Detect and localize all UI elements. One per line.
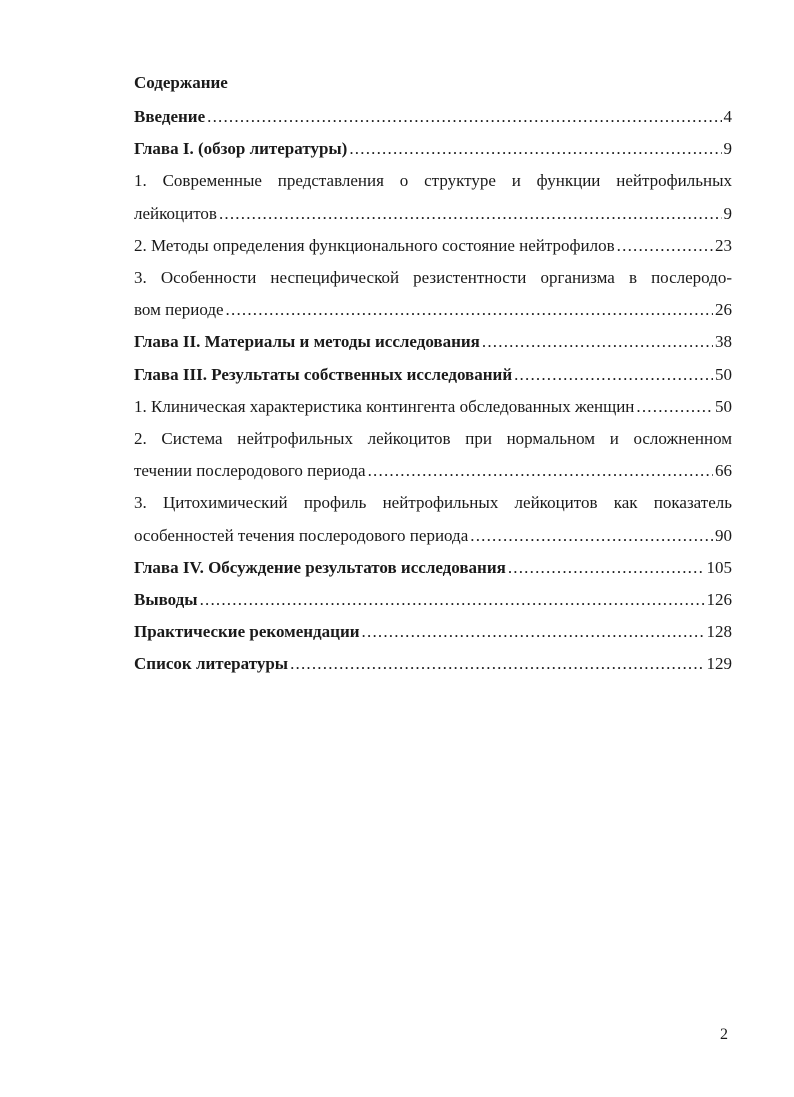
toc-entry-references (134, 648, 732, 680)
dot-leader (362, 622, 705, 642)
toc-entry-3-2-line1: 2. Система нейтрофильных лейкоцитов при нормальном и осложненном (134, 428, 732, 448)
dot-leader (636, 397, 713, 417)
dot-leader (482, 332, 713, 352)
toc-entry-text: Выводы (134, 589, 198, 609)
dot-leader (226, 300, 713, 320)
dot-leader (290, 654, 704, 674)
toc-entry-text: Практические рекомендации (134, 622, 360, 642)
toc-entry-chapter-2 (134, 326, 732, 358)
toc-entry-text: Глава III. Результаты собственных исследований (134, 364, 513, 384)
dot-leader (617, 236, 713, 256)
toc-entry-3-2 (134, 455, 732, 487)
dot-leader (219, 204, 722, 224)
toc-title: Содержание (134, 73, 228, 92)
dot-leader (470, 526, 713, 546)
toc-entry-page: 50 (715, 396, 732, 416)
toc-entry-1-2 (134, 230, 732, 262)
toc-entry-text: течении послеродового периода (134, 461, 366, 481)
dot-leader (514, 365, 713, 385)
toc-entry-1-3-line1: 3. Особенности неспецифической резистентности организма в послеродо- (134, 267, 732, 287)
toc-entry-page: 9 (723, 203, 732, 223)
toc-entry-page: 128 (706, 622, 732, 642)
toc-entry-page: 26 (715, 300, 732, 320)
toc-entry-1-1 (134, 198, 732, 230)
toc-entry-page: 38 (715, 332, 732, 352)
toc-entry-page: 66 (715, 461, 732, 481)
dot-leader (207, 107, 721, 127)
toc-entry-page: 105 (706, 557, 732, 577)
toc-entry-page: 90 (715, 525, 732, 545)
toc-entry-conclusions (134, 584, 732, 616)
toc-entry-page: 126 (706, 589, 732, 609)
toc-entry-text: Глава I. (обзор литературы) (134, 139, 348, 159)
page-number: 2 (720, 1026, 728, 1043)
toc-entry-page: 4 (723, 107, 732, 127)
toc-entry-1-1-line1: 1. Современные представления о структуре и функции нейтрофильных (134, 171, 732, 191)
toc-entry-page: 129 (706, 654, 732, 674)
toc-entry-3-3 (134, 519, 732, 551)
table-of-contents (134, 101, 732, 680)
toc-entry-text: Введение (134, 107, 206, 127)
toc-entry-3-1 (134, 391, 732, 423)
toc-entry-text: 1. Клиническая характеристика контингента обследованных женщин (134, 396, 635, 416)
toc-entry-chapter-4 (134, 552, 732, 584)
dot-leader (200, 590, 705, 610)
toc-entry-chapter-1 (134, 133, 732, 165)
toc-entry-introduction (134, 101, 732, 133)
toc-entry-page: 9 (723, 139, 732, 159)
toc-entry-text: лейкоцитов (134, 203, 217, 223)
dot-leader (368, 461, 713, 481)
toc-entry-text: Глава II. Материалы и методы исследования (134, 332, 480, 352)
toc-entry-text: вом периоде (134, 300, 224, 320)
toc-entry-3-3-line1: 3. Цитохимический профиль нейтрофильных лейкоцитов как показатель (134, 493, 732, 513)
dot-leader (349, 139, 721, 159)
toc-entry-page: 23 (715, 235, 732, 255)
dot-leader (508, 558, 705, 578)
toc-entry-text: особенностей течения послеродового периода (134, 525, 469, 545)
toc-entry-1-3 (134, 294, 732, 326)
toc-entry-text: Глава IV. Обсуждение результатов исследования (134, 557, 506, 577)
toc-entry-chapter-3 (134, 359, 732, 391)
toc-entry-text: 2. Методы определения функционального состояние нейтрофилов (134, 235, 615, 255)
toc-entry-text: Список литературы (134, 654, 289, 674)
toc-entry-page: 50 (715, 364, 732, 384)
toc-entry-recommendations (134, 616, 732, 648)
